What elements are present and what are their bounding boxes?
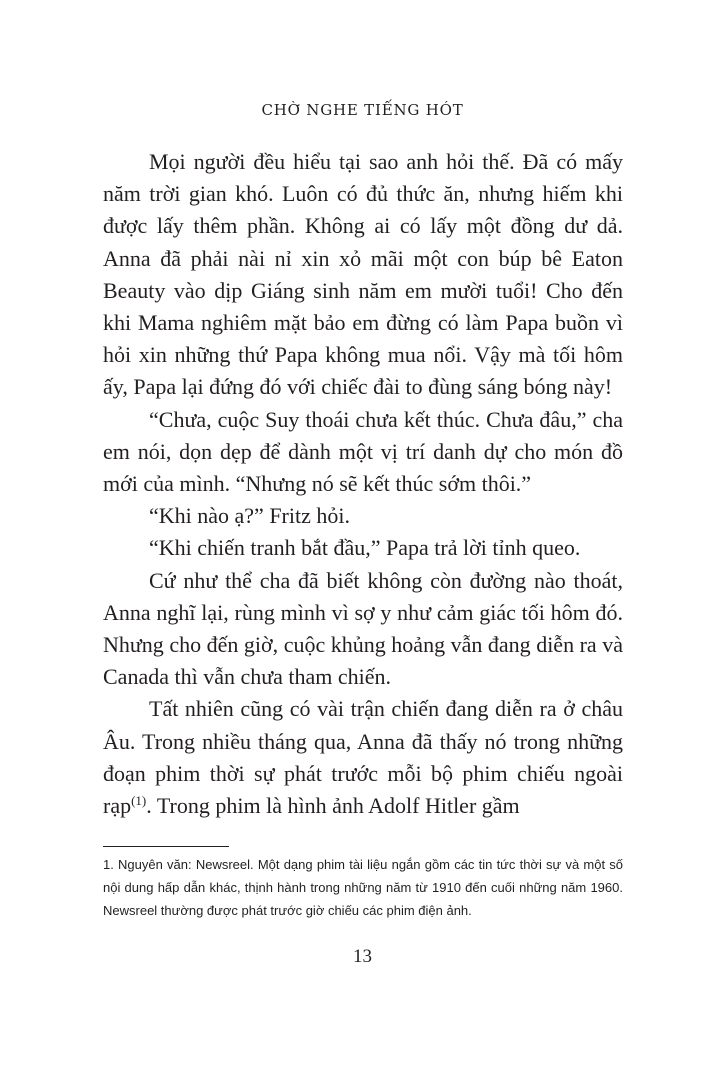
paragraph-6	[103, 693, 623, 822]
page-number: 13	[353, 946, 372, 967]
body-text	[103, 146, 623, 822]
paragraph-2: “Chưa, cuộc Suy thoái chưa kết thúc. Chưa đâu,” cha em nói, dọn dẹp để dành một vị trí danh dự cho món đồ mới của mình. “Nhưng nó sẽ kết thúc sớm thôi.”	[103, 406, 623, 497]
paragraph-6-text: Tất nhiên cũng có vài trận chiến đang diễn ra ở châu Âu. Trong nhiều tháng qua, Anna đã thấy nó trong những đoạn phim thời sự phát trước mỗi bộ phim chiếu ngoài rạp	[103, 696, 623, 819]
paragraph-4: “Khi chiến tranh bắt đầu,” Papa trả lời tỉnh queo.	[149, 535, 581, 561]
paragraph-5: Cứ như thể cha đã biết không còn đường nào thoát, Anna nghĩ lại, rùng mình vì sợ y như cảm giác tối hôm đó. Nhưng cho đến giờ, cuộc khủng hoảng vẫn đang diễn ra và Canada thì vẫn chưa tham chiến.	[103, 567, 623, 690]
paragraph-3: “Khi nào ạ?” Fritz hỏi.	[149, 503, 350, 529]
paragraph-6-tail: . Trong phim là hình ảnh Adolf Hitler gầm	[146, 793, 520, 819]
running-head: CHỜ NGHE TIẾNG HÓT	[261, 101, 464, 119]
footnote-divider	[103, 846, 229, 847]
footnote-reference: (1)	[131, 793, 147, 809]
paragraph-1: Mọi người đều hiểu tại sao anh hỏi thế. Đã có mấy năm trời gian khó. Luôn có đủ thức ăn, nhưng hiếm khi được lấy thêm phần. Không ai có lấy một đồng dư dả. Anna đã phải nài nỉ xin xỏ mãi một con búp bê Eaton Beauty vào dịp Giáng sinh năm em mười tuổi! Cho đến khi Mama nghiêm mặt bảo em đừng có làm Papa buồn vì hỏi xin những thứ Papa không mua nổi. Vậy mà tối hôm ấy, Papa lại đứng đó với chiếc đài to đùng sáng bóng này!	[103, 149, 623, 400]
footnote: 1. Nguyên văn: Newsreel. Một dạng phim tài liệu ngắn gồm các tin tức thời sự và một số nội dung hấp dẫn khác, thịnh hành trong những năm từ 1910 đến cuối những năm 1960. Newsreel thường được phát trước giờ chiếu các phim điện ảnh.	[103, 857, 623, 918]
